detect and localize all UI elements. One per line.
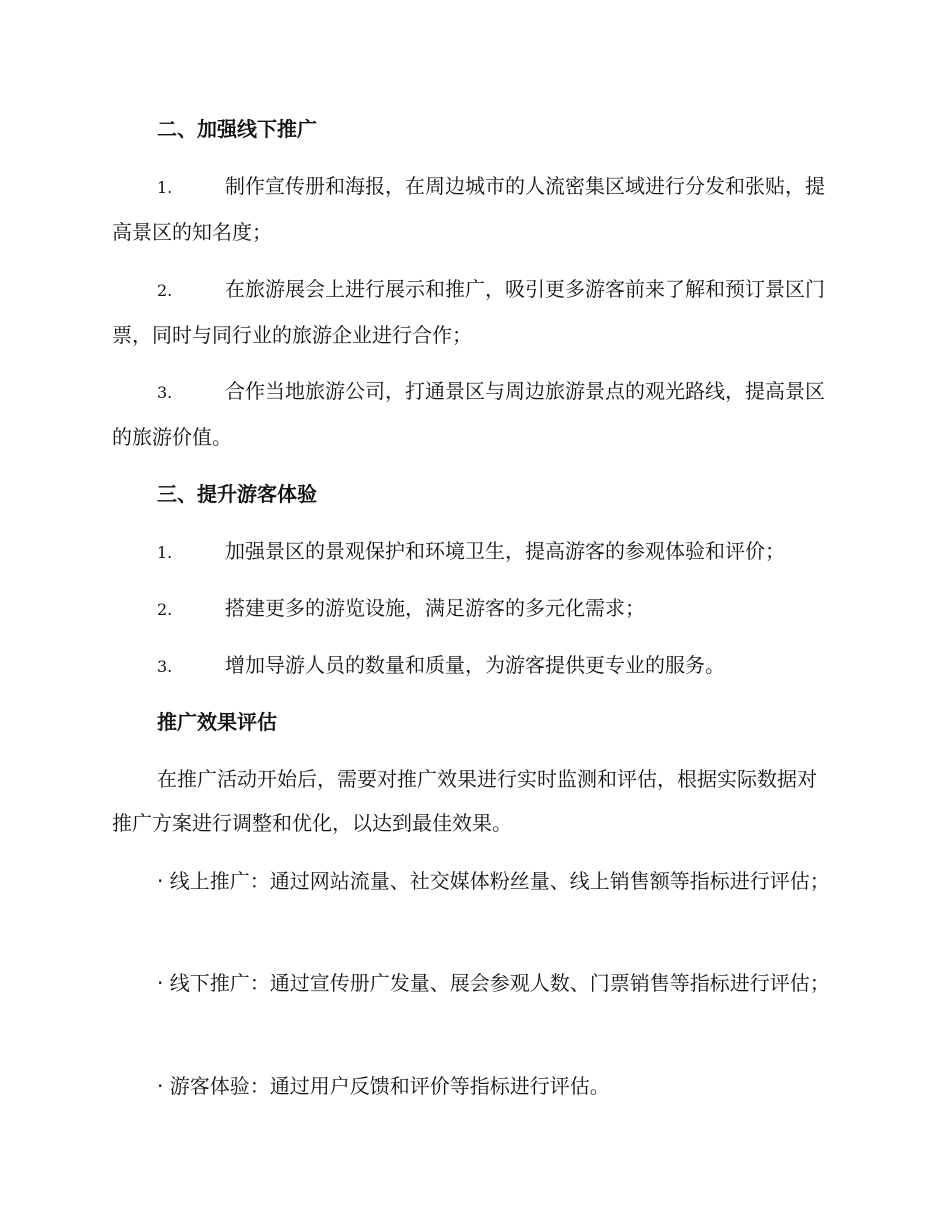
list-item-number: 2. xyxy=(157,281,173,300)
list-item-text: 增加导游人员的数量和质量，为游客提供更专业的服务。 xyxy=(225,653,725,677)
list-item-number: 3. xyxy=(157,383,173,402)
section-heading-offline-promotion: 二、加强线下推广 xyxy=(157,117,317,141)
list-item-text: 制作宣传册和海报，在周边城市的人流密集区域进行分发和张贴，提高景区的知名度； xyxy=(112,174,825,244)
list-item xyxy=(112,643,832,689)
list-item xyxy=(112,369,832,459)
evaluation-intro-paragraph: 在推广活动开始后，需要对推广效果进行实时监测和评估，根据实际数据对推广方案进行调整和优化，以达到最佳效果。 xyxy=(112,767,817,835)
section-heading-visitor-experience: 三、提升游客体验 xyxy=(157,482,317,506)
bullet-item-online: · 线上推广：通过网站流量、社交媒体粉丝量、线上销售额等指标进行评估； xyxy=(157,869,830,893)
bullet-item-offline: · 线下推广：通过宣传册广发量、展会参观人数、门票销售等指标进行评估； xyxy=(157,971,830,995)
list-item xyxy=(112,586,832,632)
list-item-text: 搭建更多的游览设施，满足游客的多元化需求； xyxy=(225,596,645,620)
bullet-item-visitor: · 游客体验：通过用户反馈和评价等指标进行评估。 xyxy=(157,1074,610,1098)
list-item xyxy=(112,164,832,254)
list-item-number: 1. xyxy=(157,543,173,562)
list-item xyxy=(112,529,832,575)
list-item-number: 1. xyxy=(157,178,173,197)
section-heading-evaluation: 推广效果评估 xyxy=(157,710,277,734)
list-item-text: 加强景区的景观保护和环境卫生，提高游客的参观体验和评价； xyxy=(225,539,785,563)
list-item-number: 2. xyxy=(157,600,173,619)
list-item-text: 在旅游展会上进行展示和推广，吸引更多游客前来了解和预订景区门票，同时与同行业的旅游企业进行合作； xyxy=(112,277,825,347)
list-item-text: 合作当地旅游公司，打通景区与周边旅游景点的观光路线，提高景区的旅游价值。 xyxy=(112,379,825,449)
list-item-number: 3. xyxy=(157,657,173,676)
list-item xyxy=(112,267,832,357)
